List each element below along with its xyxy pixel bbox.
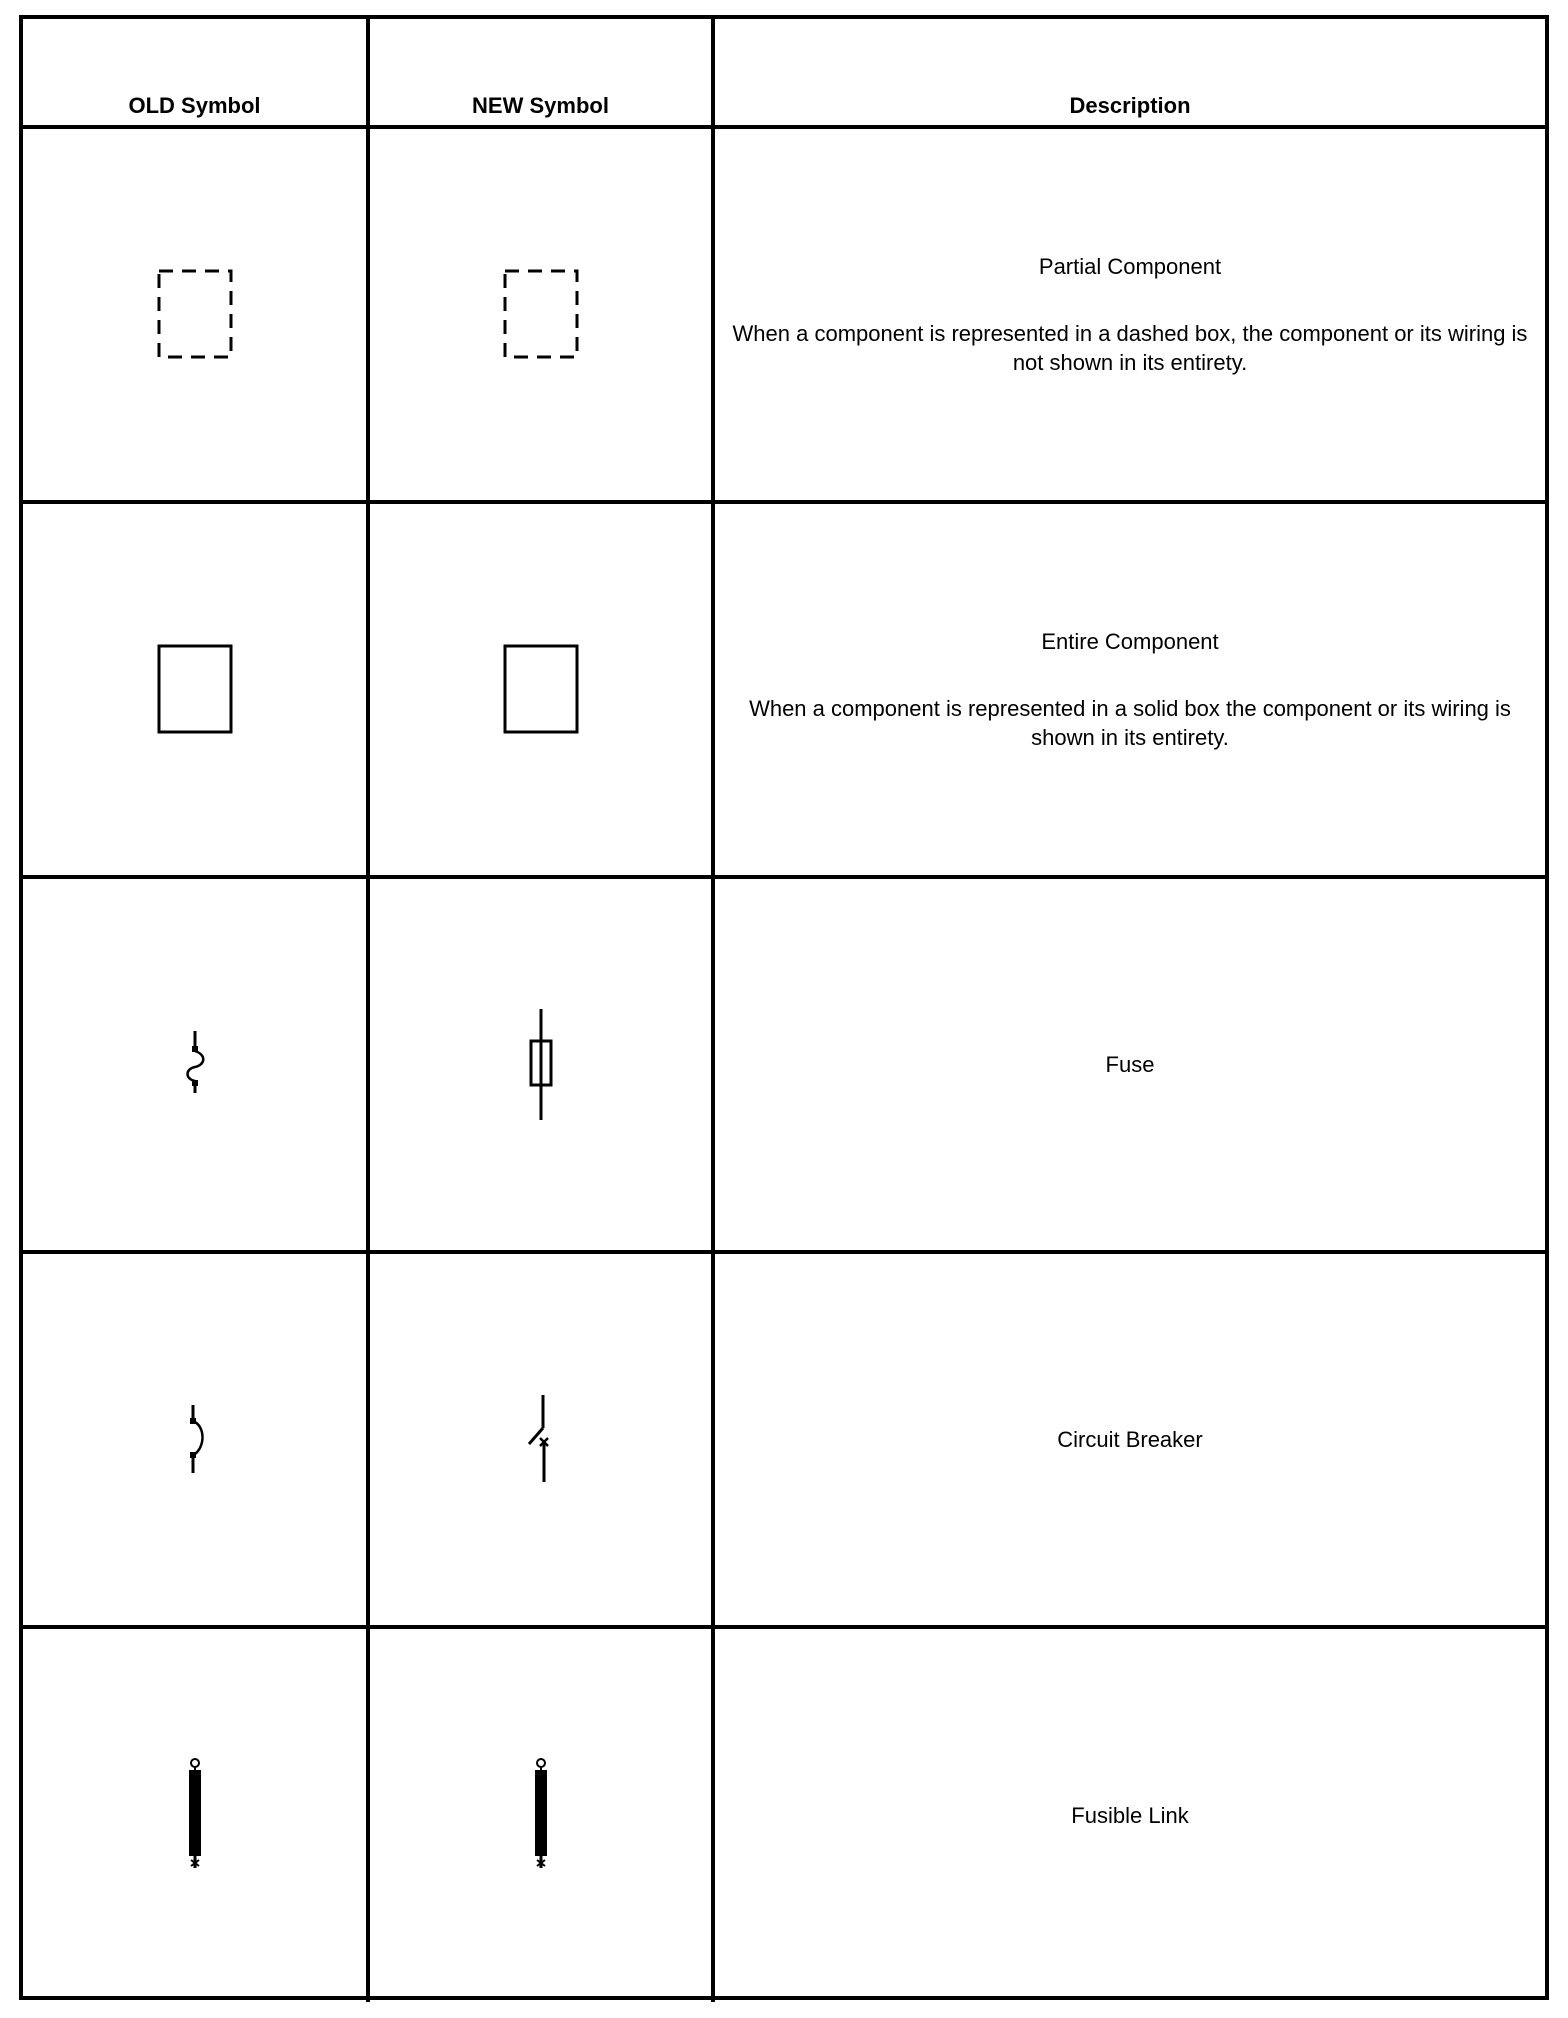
table-row-partial-component [23,127,1545,502]
dashed-box-icon [155,267,235,362]
dashed-box-icon [501,267,581,362]
circuit-breaker-old-icon [175,1402,215,1477]
description-title: Fusible Link [1071,1803,1189,1828]
old-symbol-cell [23,502,368,877]
solid-box-icon [155,642,235,737]
fuse-new-icon [521,1007,561,1122]
description-title: Entire Component [1041,629,1219,654]
description-header: Description [713,19,1545,127]
description-title: Partial Component [1038,254,1222,279]
solid-box-icon [501,642,581,737]
fusible-link-new-icon [521,1756,561,1876]
new-symbol-cell [368,127,713,502]
table-row-fuse [23,877,1545,1252]
fusible-link-old-icon [175,1756,215,1876]
description-title: Circuit Breaker [1057,1427,1203,1452]
description-cell [713,877,1545,1252]
description-cell [713,1627,1545,2002]
description-cell [713,502,1545,877]
new-symbol-header: NEW Symbol [368,19,713,127]
description-cell [713,127,1545,502]
description-body: When a component is represented in a solid box the component or its wiring is shown in its entirety. [749,696,1511,750]
old-symbol-cell [23,1627,368,2002]
old-symbol-header: OLD Symbol [23,19,368,127]
old-symbol-cell [23,1252,368,1627]
fuse-old-icon [175,1025,215,1105]
new-symbol-cell [368,877,713,1252]
old-symbol-cell [23,877,368,1252]
description-title: Fuse [1105,1052,1155,1077]
table-row-circuit-breaker [23,1252,1545,1627]
new-symbol-cell [368,1252,713,1627]
new-symbol-cell [368,1627,713,2002]
description-cell [713,1252,1545,1627]
table-row-fusible-link [23,1627,1545,2002]
circuit-breaker-new-icon [521,1392,561,1487]
table-row-entire-component [23,502,1545,877]
new-symbol-cell [368,502,713,877]
symbol-legend-table [23,19,1545,2002]
header-row [23,19,1545,127]
symbol-legend-sheet [19,15,1549,2000]
description-body: When a component is represented in a dashed box, the component or its wiring is not shown in its entirety. [732,321,1528,375]
old-symbol-cell [23,127,368,502]
